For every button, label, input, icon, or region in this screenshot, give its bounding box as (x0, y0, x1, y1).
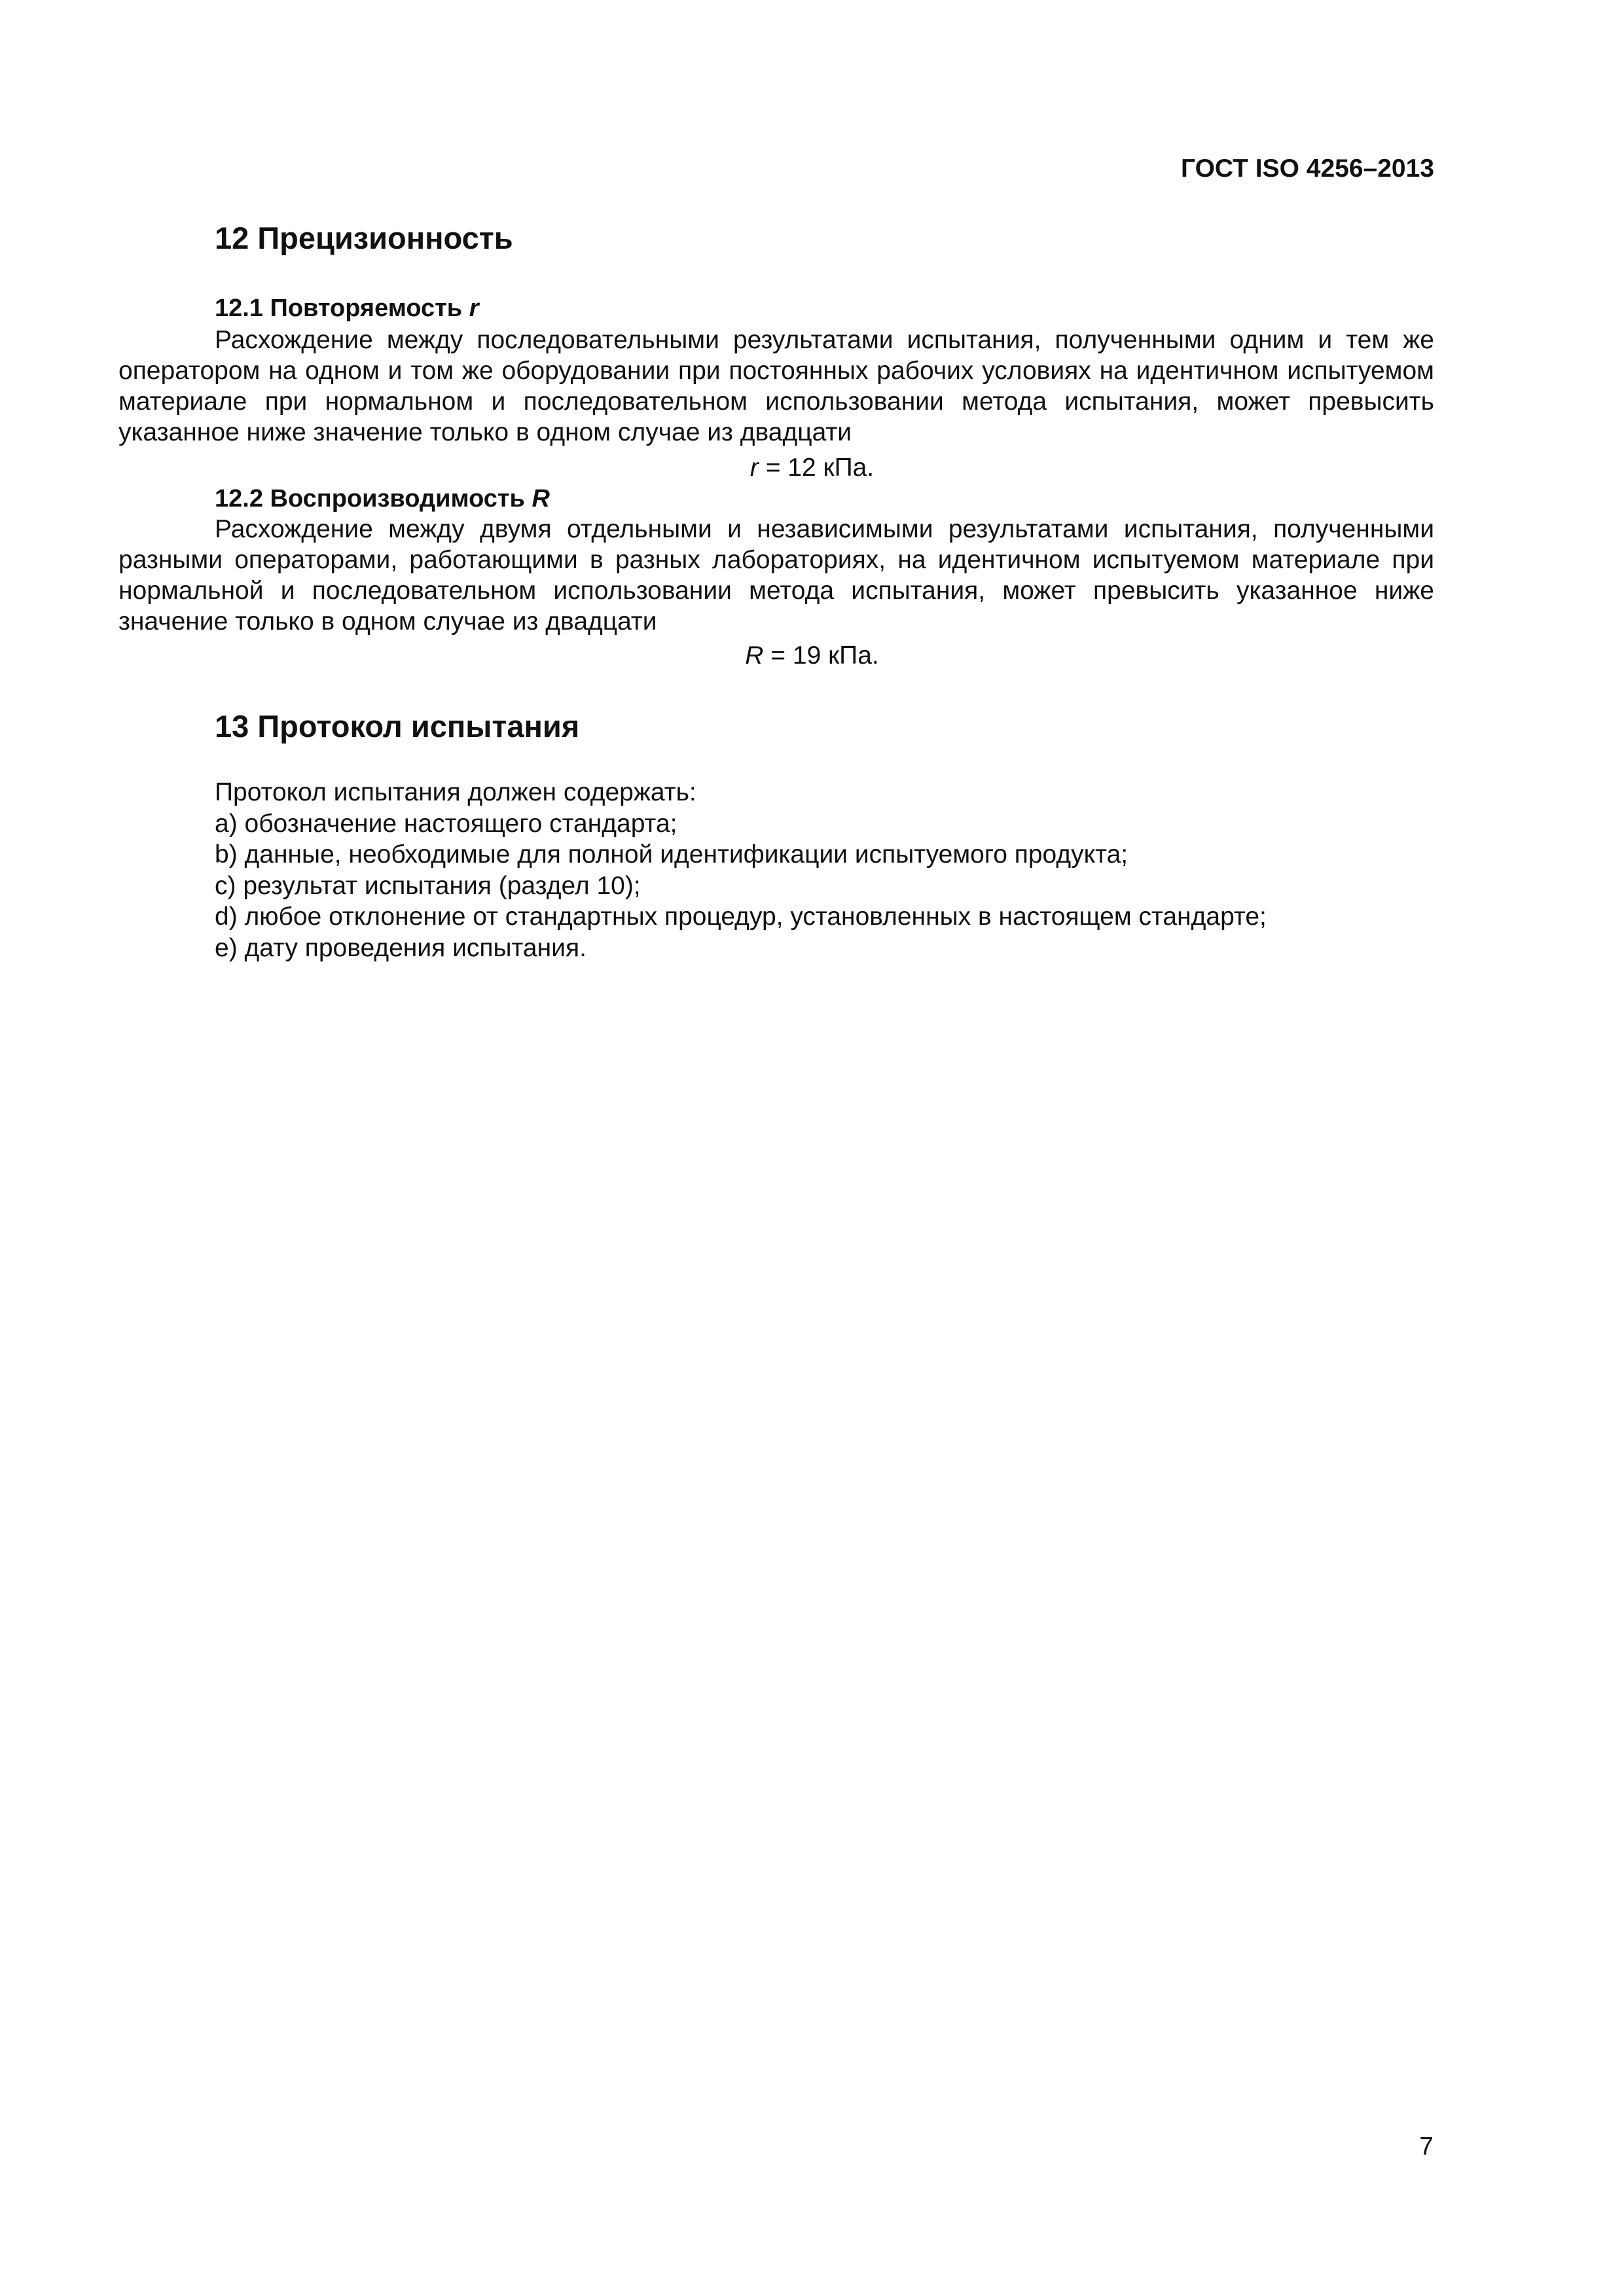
reproducibility-formula-symbol: R (745, 641, 764, 670)
repeatability-formula-value: = 12 кПа. (758, 454, 875, 482)
reproducibility-symbol: R (532, 485, 550, 512)
repeatability-formula (0, 454, 1624, 482)
list-item: a) обозначение настоящего стандарта; (215, 809, 677, 838)
repeatability-symbol: r (469, 295, 479, 322)
section-13-heading: 13 Протокол испытания (215, 709, 580, 744)
protocol-requirements (215, 777, 1267, 963)
reproducibility-formula (0, 641, 1624, 670)
subsection-12-1-title: 12.1 Повторяемость (215, 295, 469, 322)
subsection-12-1-heading (215, 295, 479, 323)
list-item: e) дату проведения испытания. (215, 933, 586, 962)
subsection-12-2-heading (215, 485, 550, 513)
repeatability-formula-symbol: r (749, 454, 759, 482)
document-code: ГОСТ ISO 4256–2013 (1180, 154, 1434, 183)
reproducibility-formula-value: = 19 кПа. (763, 641, 879, 670)
repeatability-paragraph: Расхождение между последовательными результатами испытания, полученными одним и тем же оператором на одном и том же оборудовании при постоянных рабочих условиях на идентичном испытуемом материале при нормальном и последовательном использовании метода испытания, может превысить указанное ниже значение только в одном случае из двадцати (118, 326, 1434, 446)
subsection-12-2-title: 12.2 Воспроизводимость (215, 485, 532, 512)
section-12-heading: 12 Прецизионность (215, 221, 513, 255)
protocol-intro: Протокол испытания должен содержать: (215, 778, 696, 806)
list-item: b) данные, необходимые для полной идентификации испытуемого продукта; (215, 840, 1128, 869)
list-item: d) любое отклонение от стандартных процедур, установленных в настоящем стандарте; (215, 903, 1267, 931)
list-item: c) результат испытания (раздел 10); (215, 871, 641, 900)
reproducibility-paragraph: Расхождение между двумя отдельными и независимыми результатами испытания, полученными разными операторами, работающими в разных лабораториях, на идентичном испытуемом материале при нормальной и последовательном использовании метода испытания, может превысить указанное ниже значение только в одном случае из двадцати (118, 515, 1434, 636)
page-number: 7 (1419, 2132, 1434, 2161)
